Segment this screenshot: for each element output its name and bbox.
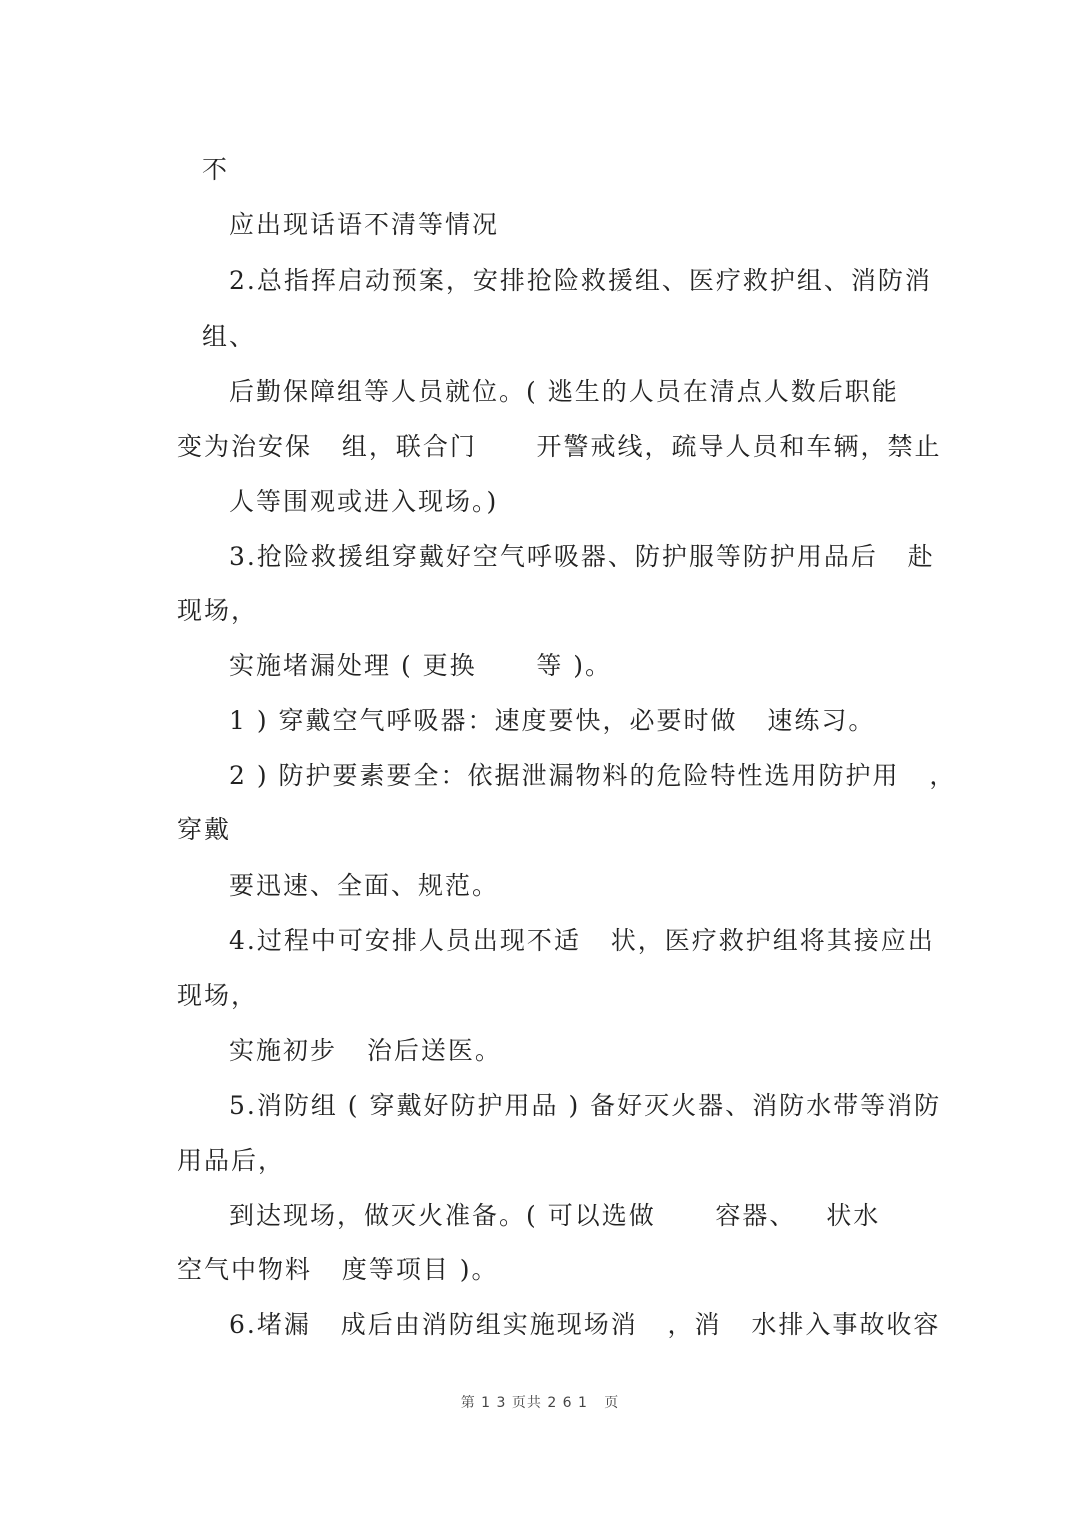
- text-line-9: 现场，: [177, 596, 259, 625]
- text-line-10: 实施堵漏处理 ( 更换 等 )。: [229, 651, 613, 680]
- text-line-13: 穿戴: [177, 815, 232, 844]
- text-line-6: 变为治安保 组，联合门 开警戒线，疏导人员和车辆，禁止: [177, 432, 942, 461]
- text-line-14: 要迅速、全面、规范。: [229, 871, 500, 900]
- text-line-19: 用品后，: [177, 1146, 286, 1175]
- text-line-16: 现场，: [177, 981, 259, 1010]
- text-line-11: 1 ) 穿戴空气呼吸器：速度要快，必要时做 速练习。: [229, 706, 876, 735]
- text-line-1: 不: [202, 155, 230, 184]
- text-line-4: 组、: [202, 322, 257, 351]
- text-line-12: 2 ) 防护要素要全：依据泄漏物料的危险特性选用防护用 ，: [229, 761, 957, 790]
- text-line-18: 5.消防组 ( 穿戴好防护用品 ) 备好灭火器、消防水带等消防: [229, 1091, 942, 1120]
- page-number-footer: 第 1 3 页共 2 6 1 页: [460, 1395, 620, 1411]
- text-line-2: 应出现话语不清等情况: [229, 210, 500, 239]
- text-line-3: 2.总指挥启动预案，安排抢险救援组、医疗救护组、消防消: [229, 266, 932, 295]
- text-line-22: 6.堵漏 成后由消防组实施现场消 ，消 水排入事故收容: [229, 1310, 941, 1339]
- text-line-15: 4.过程中可安排人员出现不适 状，医疗救护组将其接应出: [229, 926, 935, 955]
- text-line-5: 后勤保障组等人员就位。( 逃生的人员在清点人数后职能: [229, 377, 899, 406]
- text-line-20: 到达现场，做灭火准备。( 可以选做 容器、 状水: [229, 1201, 881, 1230]
- text-line-21: 空气中物料 度等项目 )。: [177, 1255, 499, 1284]
- text-line-8: 3.抢险救援组穿戴好空气呼吸器、防护服等防护用品后 赴: [229, 542, 935, 571]
- text-line-7: 人等围观或进入现场。): [229, 487, 499, 516]
- text-line-17: 实施初步 治后送医。: [229, 1036, 502, 1065]
